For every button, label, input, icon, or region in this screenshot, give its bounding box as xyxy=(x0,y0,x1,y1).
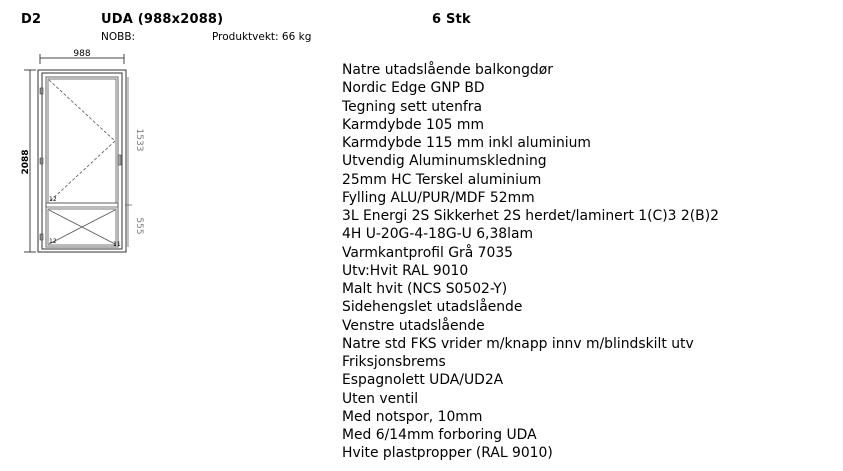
spec-line: Med notspor, 10mm xyxy=(342,408,483,425)
marker-left-top: 12 xyxy=(49,196,57,203)
lower-section-dim: 555 xyxy=(134,217,144,235)
marker-left-bottom: 12 xyxy=(49,238,57,245)
handle xyxy=(118,155,121,165)
product-weight: Produktvekt: 66 kg xyxy=(212,31,312,43)
spec-line: Venstre utadslående xyxy=(342,317,485,334)
spec-line: 3L Energi 2S Sikkerhet 2S herdet/laminert 1(C)3 2(B)2 xyxy=(342,208,719,224)
spec-line: Uten ventil xyxy=(342,390,419,407)
spec-line: Nordic Edge GNP BD xyxy=(342,80,485,97)
nobb-label: NOBB: xyxy=(101,31,136,43)
spec-line: Hvite plastpropper (RAL 9010) xyxy=(342,445,553,462)
spec-line: 4H U-20G-4-18G-U 6,38lam xyxy=(342,226,534,243)
upper-section-dim: 1533 xyxy=(134,128,144,152)
height-label: 2088 xyxy=(21,149,31,175)
spec-line: Med 6/14mm forboring UDA xyxy=(342,427,537,443)
spec-line: Karmdybde 105 mm xyxy=(342,116,484,133)
spec-line: Natre utadslående balkongdør xyxy=(342,62,553,78)
spec-line: Varmkantprofil Grå 7035 xyxy=(342,244,513,261)
spec-line: Karmdybde 115 mm inkl aluminium xyxy=(342,135,591,151)
door-drawing xyxy=(0,0,340,471)
spec-line: Natre std FKS vrider m/knapp innv m/blindskilt utv xyxy=(342,335,694,352)
spec-line: Sidehengslet utadslående xyxy=(342,299,523,316)
spec-line: Friksjonsbrems xyxy=(342,354,446,370)
spec-line: Fylling ALU/PUR/MDF 52mm xyxy=(342,189,535,206)
glass-pane xyxy=(48,79,116,203)
spec-line: Tegning sett utenfra xyxy=(342,98,482,115)
lower-panel xyxy=(48,209,116,245)
quantity: 6 Stk xyxy=(432,12,471,27)
spec-line: 25mm HC Terskel aluminium xyxy=(342,171,542,188)
spec-line: Espagnolett UDA/UD2A xyxy=(342,372,504,389)
middle-rail xyxy=(46,203,118,207)
marker-right-bottom: 11 xyxy=(113,241,121,248)
door-frame xyxy=(38,70,126,252)
item-code: D2 xyxy=(21,12,42,27)
spec-line: Utv:Hvit RAL 9010 xyxy=(342,262,469,279)
spec-line: Utvendig Aluminumskledning xyxy=(342,153,547,170)
width-label: 988 xyxy=(73,49,91,59)
spec-list xyxy=(342,61,719,463)
spec-line: Malt hvit (NCS S0502-Y) xyxy=(342,281,508,297)
model-title: UDA (988x2088) xyxy=(101,12,224,27)
